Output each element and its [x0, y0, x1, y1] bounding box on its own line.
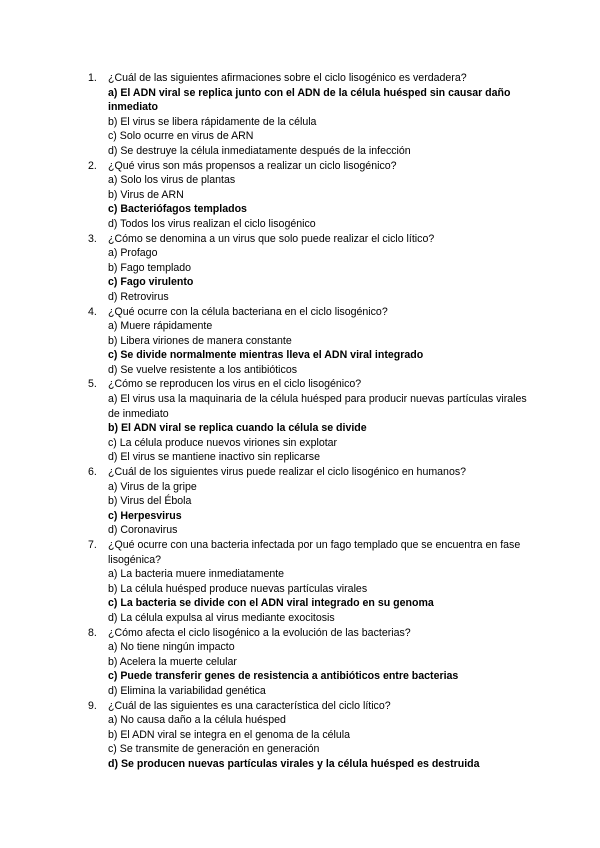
question-8 [88, 626, 528, 699]
answer-option: d) Se vuelve resistente a los antibióticos [108, 363, 298, 376]
question-text: ¿Cuál de las siguientes afirmaciones sobre el ciclo lisogénico es verdadera? [108, 72, 467, 84]
question-number: 8. [88, 626, 97, 639]
answer-option: d) Elimina la variabilidad genética [108, 684, 266, 697]
answer-option: a) Virus de la gripe [108, 480, 197, 493]
answer-option: a) No tiene ningún impacto [108, 641, 235, 654]
question-4 [88, 305, 528, 378]
question-1 [88, 71, 528, 159]
question-text: ¿Cómo afecta el ciclo lisogénico a la evolución de las bacterias? [108, 626, 411, 639]
correct-answer-option: c) Bacteriófagos templados [108, 203, 247, 216]
question-list [88, 71, 528, 772]
question-number: 5. [88, 378, 97, 391]
answer-option: d) El virus se mantiene inactivo sin replicarse [108, 451, 320, 464]
question-number: 1. [88, 72, 97, 84]
answer-option: a) El virus usa la maquinaria de la célula huésped para producir nuevas partículas virales de inmediato [108, 393, 527, 420]
question-number: 3. [88, 232, 97, 245]
answer-option: d) Se destruye la célula inmediatamente después de la infección [108, 144, 411, 157]
answer-option: d) Coronavirus [108, 524, 178, 537]
question-number: 6. [88, 466, 97, 479]
correct-answer-option: b) El ADN viral se replica cuando la célula se divide [108, 422, 367, 435]
correct-answer-option: c) La bacteria se divide con el ADN viral integrado en su genoma [108, 597, 434, 610]
question-text: ¿Cuál de las siguientes es una característica del ciclo lítico? [108, 699, 391, 712]
question-7 [88, 538, 528, 626]
answer-option: b) Virus de ARN [108, 188, 184, 201]
question-number: 7. [88, 539, 97, 551]
answer-option: b) El ADN viral se integra en el genoma de la célula [108, 728, 351, 741]
question-number: 4. [88, 305, 97, 318]
answer-option: c) Solo ocurre en virus de ARN [108, 130, 254, 143]
question-5 [88, 377, 528, 465]
correct-answer-option: c) Herpesvirus [108, 509, 182, 522]
question-number: 2. [88, 159, 97, 172]
answer-option: c) La célula produce nuevos viriones sin explotar [108, 436, 338, 449]
correct-answer-option: a) El ADN viral se replica junto con el ADN de la célula huésped sin causar daño inmediato [108, 86, 511, 114]
question-3 [88, 232, 528, 305]
question-9 [88, 699, 528, 772]
answer-option: c) Se transmite de generación en generación [108, 743, 320, 756]
answer-option: b) El virus se libera rápidamente de la célula [108, 115, 317, 128]
question-text: ¿Cuál de los siguientes virus puede realizar el ciclo lisogénico en humanos? [108, 466, 467, 479]
answer-option: b) Fago templado [108, 261, 192, 274]
answer-option: d) La célula expulsa al virus mediante exocitosis [108, 611, 335, 624]
correct-answer-option: c) Puede transferir genes de resistencia a antibióticos entre bacterias [108, 670, 459, 683]
answer-option: a) Muere rápidamente [108, 320, 213, 333]
question-text: ¿Qué ocurre con una bacteria infectada por un fago templado que se encuentra en fase lisogénica? [108, 539, 521, 566]
answer-option: b) Virus del Ébola [108, 495, 192, 508]
correct-answer-option: c) Se divide normalmente mientras lleva el ADN viral integrado [108, 349, 424, 362]
question-text: ¿Cómo se denomina a un virus que solo puede realizar el ciclo lítico? [108, 232, 435, 245]
question-number: 9. [88, 699, 97, 712]
correct-answer-option: d) Se producen nuevas partículas virales y la célula huésped es destruida [108, 757, 480, 770]
question-2 [88, 159, 528, 232]
answer-option: b) Acelera la muerte celular [108, 655, 237, 668]
answer-option: d) Todos los virus realizan el ciclo lisogénico [108, 217, 316, 230]
answer-option: a) Solo los virus de plantas [108, 174, 236, 187]
answer-option: b) La célula huésped produce nuevas partículas virales [108, 582, 368, 595]
question-text: ¿Qué virus son más propensos a realizar un ciclo lisogénico? [108, 159, 397, 172]
question-text: ¿Cómo se reproducen los virus en el ciclo lisogénico? [108, 378, 362, 391]
answer-option: a) La bacteria muere inmediatamente [108, 568, 285, 581]
answer-option: a) Profago [108, 247, 158, 260]
question-text: ¿Qué ocurre con la célula bacteriana en el ciclo lisogénico? [108, 305, 388, 318]
answer-option: a) No causa daño a la célula huésped [108, 714, 286, 727]
answer-option: d) Retrovirus [108, 290, 169, 303]
correct-answer-option: c) Fago virulento [108, 276, 194, 289]
question-6 [88, 465, 528, 538]
answer-option: b) Libera viriones de manera constante [108, 334, 292, 347]
